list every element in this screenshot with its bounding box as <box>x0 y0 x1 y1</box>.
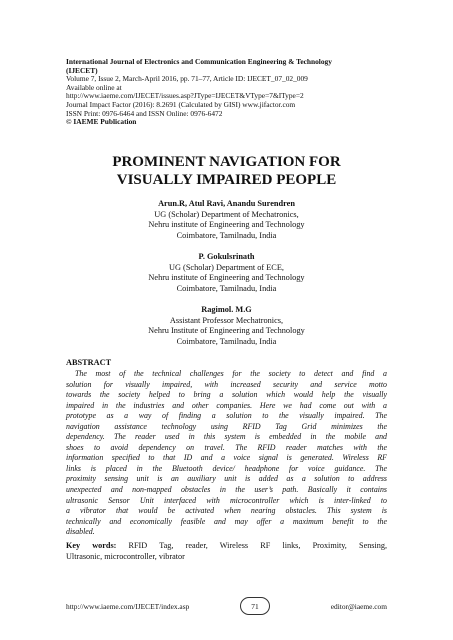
journal-available: Available online at <box>66 82 122 92</box>
author-names: P. Gokulsrinath <box>198 252 255 261</box>
abstract-line: proximity sensing unit is an auxiliary unit is added as a solution to address <box>66 474 387 484</box>
abstract-line: prototype as a way of finding a solution to the visually impaired. The <box>66 411 387 421</box>
abstract-body <box>66 369 387 538</box>
author-role: Assistant Professor Mechatronics, <box>169 315 284 325</box>
abstract-line: dependency. The reader used in this system is embedded in the mobile and <box>66 432 387 442</box>
journal-url: http://www.iaeme.com/IJECET/issues.asp?JType=IJECET&VType=7&IType=2 <box>66 91 304 101</box>
abstract-line: ultrasonic Sensor Unit interfaced with microcontroller which is inter-linked to <box>66 495 387 505</box>
abstract-line: The most of the technical challenges for the society to detect and find a <box>75 369 387 378</box>
abstract-line: navigation assistance technology using RFID Tag Grid minimizes the <box>66 421 387 431</box>
page-number: 71 <box>240 597 270 615</box>
paper-title-line2: VISUALLY IMPAIRED PEOPLE <box>116 172 337 188</box>
abstract-line: technically and economically feasible and may offer a maximum benefit to the <box>66 516 387 526</box>
author-location: Coimbatore, Tamilnadu, India <box>176 283 277 293</box>
abstract-line: shoes to avoid dependency on travel. The RFID reader matches with the <box>66 442 387 452</box>
keywords-text-line1: RFID Tag, reader, Wireless RF links, Proximity, Sensing, <box>128 541 387 550</box>
footer-email-link[interactable]: editor@iaeme.com <box>330 602 387 611</box>
journal-impact-factor: Journal Impact Factor (2016): 8.2691 (Calculated by GISI) www.jifactor.com <box>66 99 296 109</box>
author-block-1 <box>40 199 413 241</box>
journal-publisher: © IAEME Publication <box>66 117 137 127</box>
author-location: Coimbatore, Tamilnadu, India <box>176 230 277 240</box>
abstract-line: unexpected and non-mapped obstacles in the user’s path. Basically it contains <box>66 485 387 495</box>
journal-volume: Volume 7, Issue 2, March-April 2016, pp. 71–77, Article ID: IJECET_07_02_009 <box>66 74 308 84</box>
author-location: Coimbatore, Tamilnadu, India <box>176 336 277 346</box>
abstract-heading: ABSTRACT <box>66 358 112 367</box>
author-names: Ragimol. M.G <box>201 305 252 314</box>
author-role: UG (Scholar) Department of Mechatronics, <box>154 209 299 219</box>
journal-name-line2: (IJECET) <box>66 65 98 75</box>
keywords-line2: Ultrasonic, microcontroller, vibrator <box>66 551 185 561</box>
keywords-label: Key words: <box>66 541 117 550</box>
journal-name-line1: International Journal of Electronics and Communication Engineering & Technology <box>66 57 332 66</box>
journal-header <box>66 58 396 127</box>
abstract-line: towards the society helped to bring a solution which would help the visually <box>66 390 387 400</box>
author-names: Arun.R, Atul Ravi, Anandu Surendren <box>158 199 295 208</box>
abstract-line: solution for visually impaired, with increased security and service motto <box>66 379 387 389</box>
author-block-2 <box>40 252 413 294</box>
keywords <box>66 541 387 562</box>
author-block-3 <box>40 305 413 347</box>
footer-url-link[interactable]: http://www.iaeme.com/IJECET/index.asp <box>66 602 190 611</box>
author-institute: Nehru Institute of Engineering and Technology <box>148 326 305 336</box>
paper-title <box>40 153 413 189</box>
abstract-line: links is placed in the Bluetooth device/ headphone for voice guidance. The <box>66 463 387 473</box>
abstract-line: disabled. <box>66 527 95 537</box>
journal-issn: ISSN Print: 0976-6464 and ISSN Online: 0976-6472 <box>66 108 223 118</box>
author-institute: Nehru institute of Engineering and Technology <box>148 273 305 283</box>
paper-title-line1: PROMINENT NAVIGATION FOR <box>112 154 341 170</box>
author-role: UG (Scholar) Department of ECE, <box>169 262 284 272</box>
keywords-line1 <box>66 541 387 552</box>
abstract-line: a vibrator that would be activated when nearing obstacles. This system is <box>66 506 387 516</box>
author-institute: Nehru institute of Engineering and Technology <box>148 220 305 230</box>
abstract-line: impaired in the industries and other companies. Here we had come out with a <box>66 400 387 410</box>
abstract-line: information specified to that ID and a voice signal is generated. Wireless RF <box>66 453 387 463</box>
